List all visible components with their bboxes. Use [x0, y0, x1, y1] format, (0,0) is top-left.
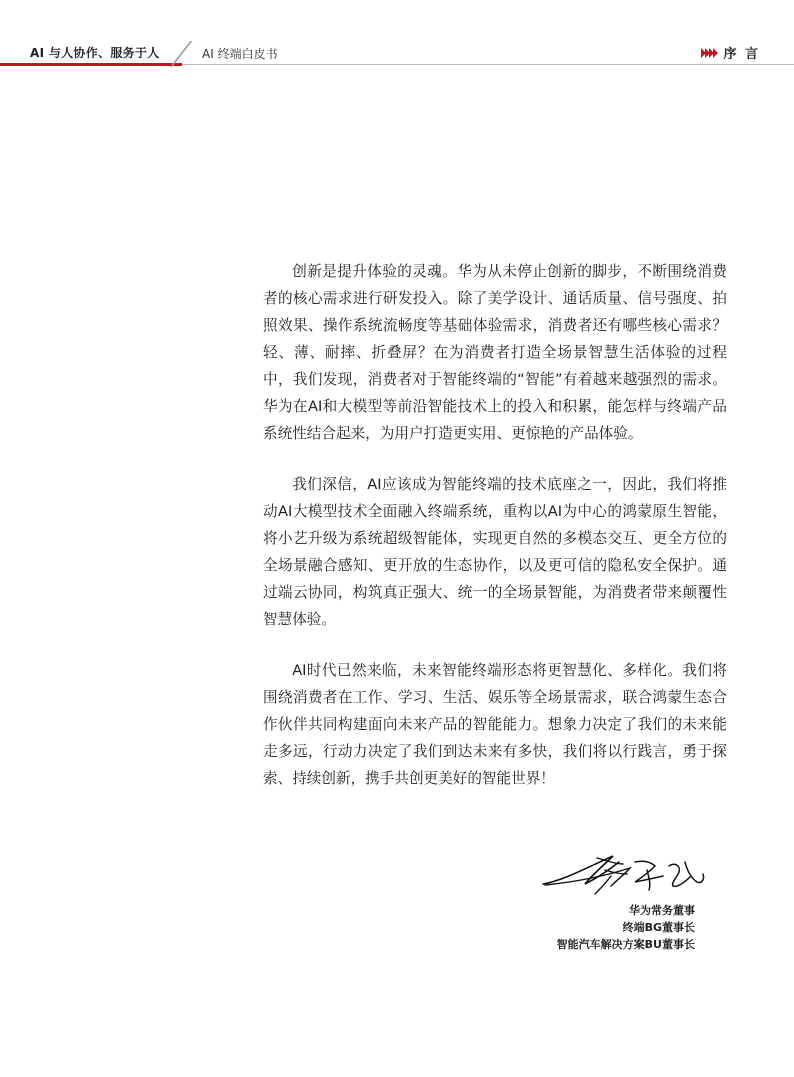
paragraph: AI时代已然来临，未来智能终端形态将更智慧化、多样化。我们将围绕消费者在工作、学习、生活、娱乐等全场景需求，联合鸿蒙生态合作伙伴共同构建面向未来产品的智能能力。想象力决定了我们的未来能走多远，行动力决定了我们到达未来有多快，我们将以行践言，勇于探索、持续创新，携手共创更美好的智能世界！	[263, 662, 727, 787]
section-label: 序 言	[723, 47, 760, 62]
document-title: AI 终端白皮书	[202, 47, 278, 61]
signatory-title: 终端BG董事长	[622, 921, 695, 934]
preface-body	[263, 258, 727, 816]
page-header	[0, 0, 794, 70]
section-marker	[701, 43, 760, 62]
signatory-titles	[557, 902, 695, 953]
signatory-title: 华为常务董事	[629, 904, 695, 917]
paragraph: 我们深信，AI应该成为智能终端的技术底座之一，因此，我们将推动AI大模型技术全面融入终端系统，重构以AI为中心的鸿蒙原生智能，将小艺升级为系统超级智能体，实现更自然的多模态交互、更全方位的全场景融合感知、更开放的生态协作，以及更可信的隐私安全保护。通过端云协同，构筑真正强大、统一的全场景智能，为消费者带来颠覆性智慧体验。	[263, 476, 727, 628]
handwritten-signature-icon	[535, 840, 715, 900]
header-accent-bar	[0, 63, 182, 66]
signatory-title: 智能汽车解决方案BU董事长	[556, 938, 695, 951]
brand-title: AI 与人协作、服务于人	[30, 46, 160, 60]
chevrons-icon	[701, 48, 717, 58]
paragraph: 创新是提升体验的灵魂。华为从未停止创新的脚步，不断围绕消费者的核心需求进行研发投入。除了美学设计、通话质量、信号强度、拍照效果、操作系统流畅度等基础体验需求，消费者还有哪些核心需求？轻、薄、耐摔、折叠屏？在为消费者打造全场景智慧生活体验的过程中，我们发现，消费者对于智能终端的“智能”有着越来越强烈的需求。华为在AI和大模型等前沿智能技术上的投入和积累，能怎样与终端产品系统性结合起来，为用户打造更实用、更惊艳的产品体验。	[263, 263, 727, 442]
